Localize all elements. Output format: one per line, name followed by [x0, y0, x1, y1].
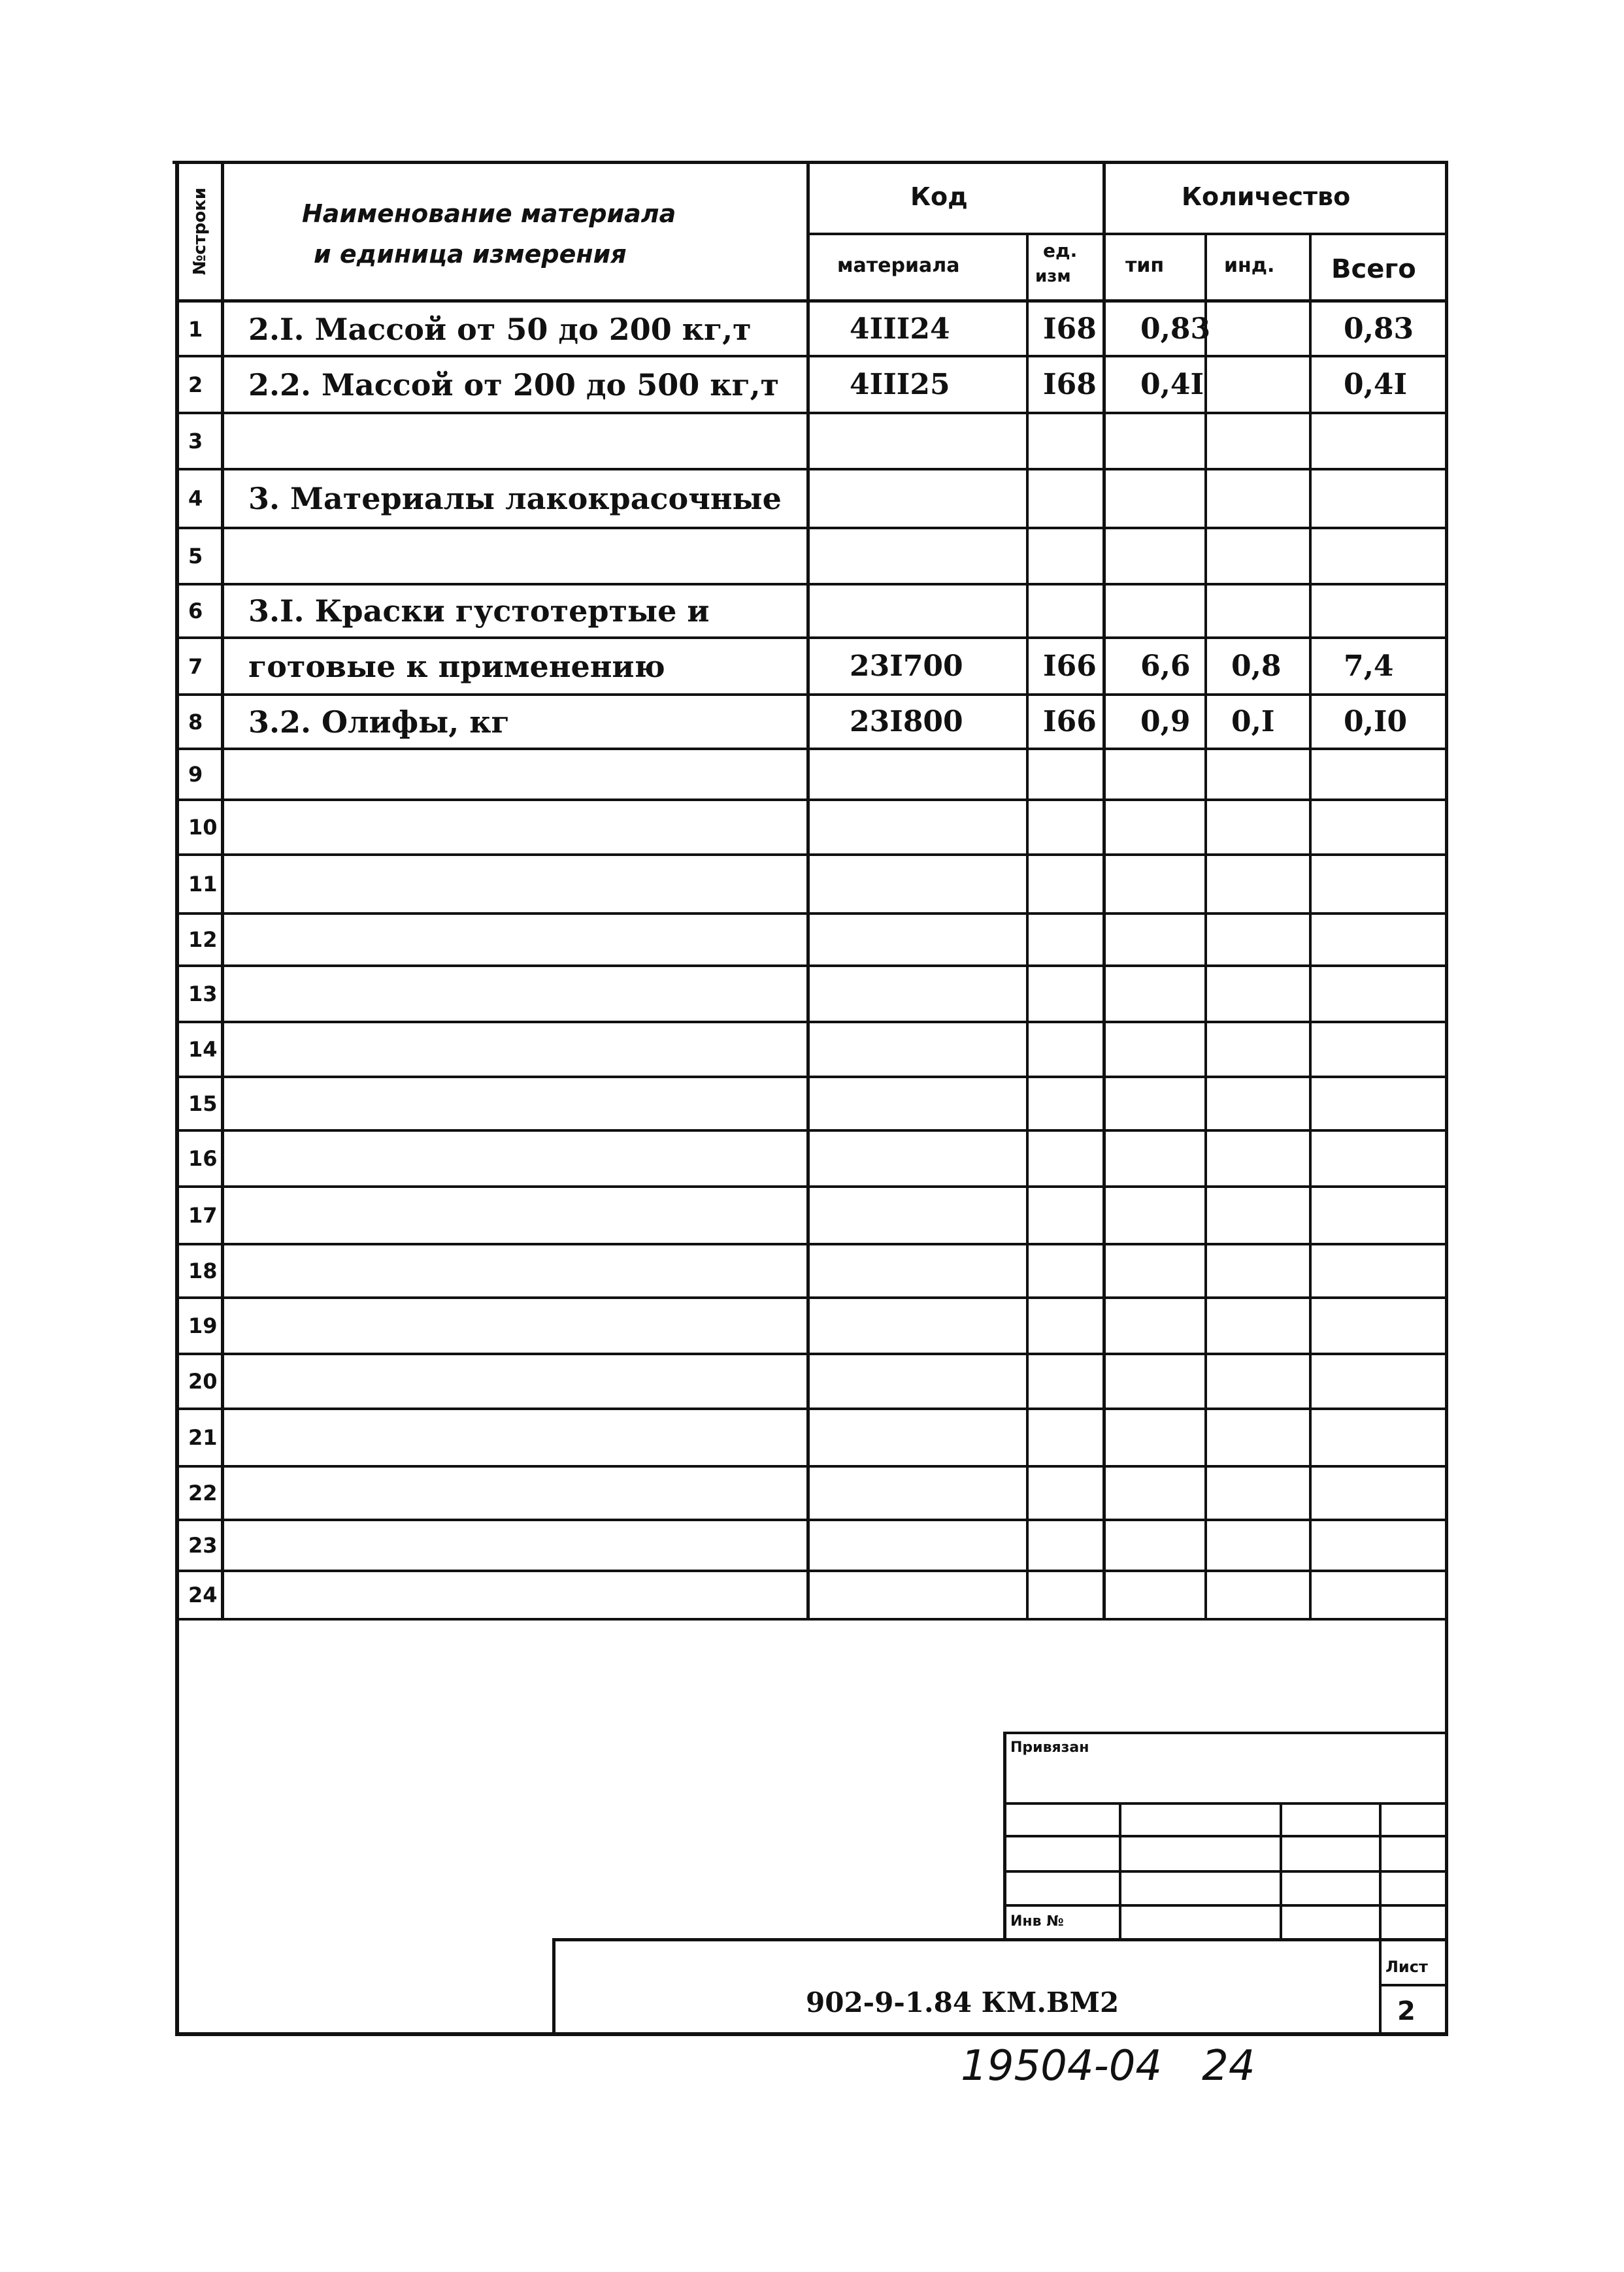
- table-row: [0, 469, 1624, 528]
- table-row: [0, 749, 1624, 800]
- table-row: [0, 303, 1624, 356]
- quantity-typ: 0,83: [1140, 312, 1211, 346]
- material-name: 2.I. Массой от 50 до 200 кг,т: [248, 312, 752, 347]
- quantity-header: Количество: [1182, 182, 1351, 211]
- stamp-col-1: [1119, 1802, 1121, 1941]
- row-number: 4: [188, 486, 203, 511]
- quantity-typ: 0,9: [1140, 705, 1191, 738]
- title-block-top: [552, 1938, 1448, 1941]
- table-row: [0, 584, 1624, 638]
- table-row: [0, 800, 1624, 855]
- total-header: Всего: [1331, 254, 1416, 284]
- quantity-ind: 0,I: [1231, 705, 1275, 738]
- material-name: 3. Материалы лакокрасочные: [248, 481, 782, 516]
- unit-code: I68: [1043, 312, 1097, 346]
- row-number: 21: [188, 1425, 218, 1450]
- row-number: 11: [188, 872, 218, 897]
- table-row: [0, 855, 1624, 914]
- code-header: Код: [910, 182, 968, 211]
- table-row: [0, 966, 1624, 1022]
- row-number: 6: [188, 599, 203, 623]
- stamp-box-top: [1003, 1732, 1448, 1734]
- table-row: [0, 1571, 1624, 1619]
- table-row: [0, 1354, 1624, 1409]
- row-number: 22: [188, 1481, 218, 1506]
- row-number: 3: [188, 429, 203, 453]
- row-number: 14: [188, 1037, 218, 1062]
- row-number-header: [177, 163, 223, 299]
- quantity-typ: 6,6: [1140, 650, 1191, 683]
- name-header-line2: и единица измерения: [314, 240, 627, 269]
- inv-no-label: Инв №: [1010, 1913, 1064, 1930]
- sheet-number: 2: [1397, 1996, 1416, 2026]
- row-number: 5: [188, 544, 203, 568]
- name-header-line1: Наименование материала: [302, 199, 676, 228]
- table-row: [0, 1520, 1624, 1571]
- ind-header: инд.: [1224, 254, 1275, 277]
- material-name: готовые к применению: [248, 649, 665, 684]
- stamp-col-3: [1379, 1802, 1382, 2032]
- privyazan-label: Привязан: [1010, 1739, 1089, 1756]
- quantity-typ: 0,4I: [1140, 368, 1204, 401]
- row-number: 19: [188, 1313, 218, 1338]
- table-row: [0, 1130, 1624, 1187]
- stamp-col-2: [1280, 1802, 1282, 1941]
- row-number: 2: [188, 372, 203, 397]
- table-row: [0, 1466, 1624, 1520]
- quantity-total: 0,4I: [1344, 368, 1408, 401]
- unit-code: I66: [1043, 705, 1097, 738]
- row-number: 16: [188, 1146, 218, 1171]
- material-code: 4III24: [850, 312, 950, 346]
- table-row: [0, 638, 1624, 695]
- unit-code: I68: [1043, 368, 1097, 401]
- quantity-total: 0,83: [1344, 312, 1414, 346]
- quantity-total: 0,I0: [1344, 705, 1408, 738]
- table-row: [0, 1077, 1624, 1130]
- row-number: 13: [188, 981, 218, 1006]
- typ-header: тип: [1125, 254, 1165, 277]
- sheet-label-line: [1379, 1984, 1448, 1986]
- unit-header-line2: изм: [1035, 267, 1071, 286]
- document-designation: 902-9-1.84 КМ.ВМ2: [806, 1986, 1119, 2018]
- table-row: [0, 695, 1624, 749]
- material-code: 23I700: [850, 650, 963, 683]
- quantity-ind: 0,8: [1231, 650, 1282, 683]
- sheet-label: Лист: [1385, 1958, 1428, 1976]
- header-subline: [806, 233, 1448, 235]
- row-number: 10: [188, 815, 218, 840]
- table-row: [0, 356, 1624, 413]
- row-number-header-text: №строки: [190, 187, 210, 276]
- row-number: 9: [188, 762, 203, 787]
- material-code: 23I800: [850, 705, 963, 738]
- table-row: [0, 413, 1624, 469]
- unit-header-line1: ед.: [1043, 240, 1078, 261]
- table-row: [0, 1409, 1624, 1466]
- table-row: [0, 914, 1624, 966]
- row-number: 8: [188, 710, 203, 734]
- material-name: 2.2. Массой от 200 до 500 кг,т: [248, 367, 780, 403]
- table-row: [0, 1187, 1624, 1244]
- row-number: 1: [188, 317, 203, 342]
- code-material-header: материала: [837, 254, 960, 277]
- quantity-total: 7,4: [1344, 650, 1394, 683]
- frame-top: [173, 161, 1448, 164]
- row-number: 18: [188, 1259, 218, 1283]
- row-number: 23: [188, 1533, 218, 1558]
- row-number: 17: [188, 1203, 218, 1228]
- row-number: 24: [188, 1583, 218, 1607]
- frame-bottom: [175, 2032, 1448, 2036]
- row-number: 20: [188, 1369, 218, 1394]
- table-row: [0, 1298, 1624, 1354]
- handwritten-number: 19504-04 24: [961, 2042, 1255, 2090]
- material-code: 4III25: [850, 368, 950, 401]
- row-number: 15: [188, 1091, 218, 1116]
- table-row: [0, 528, 1624, 584]
- row-number: 7: [188, 654, 203, 679]
- material-name: 3.I. Краски густотертые и: [248, 593, 710, 629]
- material-name: 3.2. Олифы, кг: [248, 704, 510, 740]
- table-row: [0, 1244, 1624, 1298]
- title-block-left: [552, 1938, 555, 2036]
- row-number: 12: [188, 927, 218, 952]
- table-row: [0, 1022, 1624, 1077]
- unit-code: I66: [1043, 650, 1097, 683]
